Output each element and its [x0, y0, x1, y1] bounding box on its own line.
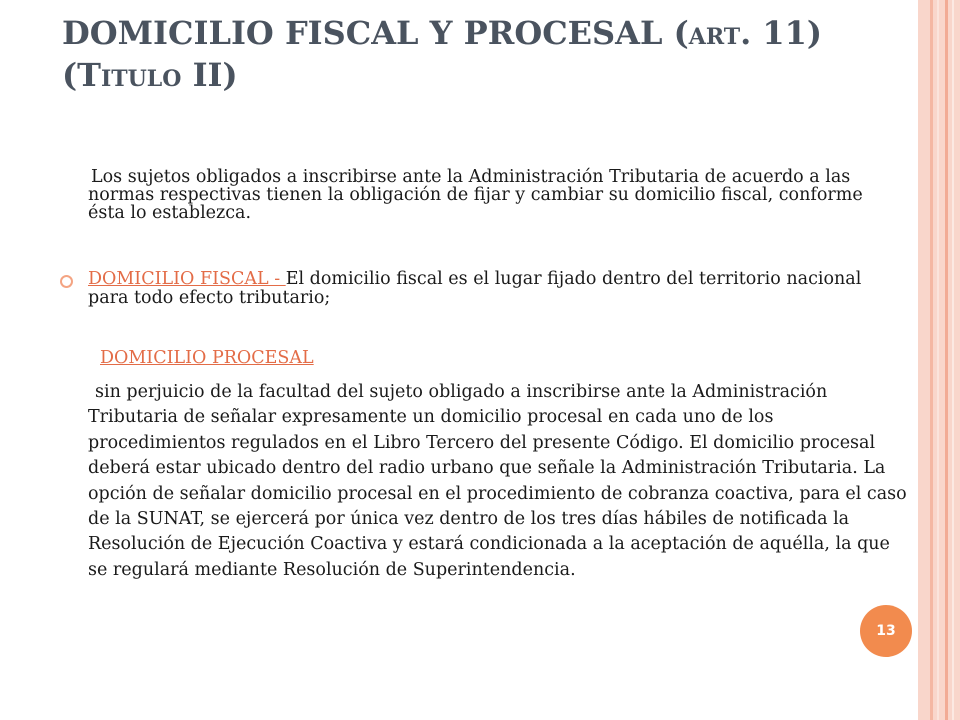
slide-title [62, 14, 912, 98]
procesal-paragraph: sin perjuicio de la facultad del sujeto obligado a inscribirse ante la Administración Tributaria de señalar expresamente un domicilio procesal en cada uno de los procedimientos regulados en el Libro Tercero del presente Código. El domicilio procesal deberá estar ubicado dentro del radio urbano que señale la Administración Tributaria. La opción de señalar domicilio procesal en el procedimiento de cobranza coactiva, para el caso de la SUNAT, se ejercerá por única vez dentro de los tres días hábiles de notificada la Resolución de Ejecución Coactiva y estará condicionada a la aceptación de aquélla, la que se regulará mediante Resolución de Superintendencia. [88, 382, 907, 580]
title-line1-smallcaps: ART [688, 24, 741, 50]
title-line1-main: DOMICILIO FISCAL Y PROCESAL ( [62, 14, 689, 52]
right-border-line [945, 0, 948, 720]
right-border-line [937, 0, 939, 720]
right-border-line [930, 0, 933, 720]
fiscal-paragraph [88, 270, 878, 308]
title-line2-open: (T [62, 56, 101, 94]
fiscal-text: El domicilio fiscal es el lugar fijado dentro del territorio nacional para todo efecto tributario; [88, 269, 862, 308]
bullet-circle-icon [60, 275, 73, 288]
intro-paragraph: Los sujetos obligados a inscribirse ante la Administración Tributaria de acuerdo a las normas respectivas tienen la obligación de fijar y cambiar su domicilio fiscal, conforme ésta lo establezca. [88, 167, 863, 223]
page-number-badge: 13 [860, 605, 912, 657]
right-border-line [952, 0, 954, 720]
title-line2-smallcaps: ITULO [100, 66, 182, 92]
domicilio-fiscal-link[interactable]: DOMICILIO FISCAL - [88, 269, 286, 289]
title-line1-end: . 11) [740, 14, 823, 52]
title-line2-end: II) [181, 56, 238, 94]
domicilio-procesal-link[interactable]: DOMICILIO PROCESAL [100, 348, 314, 368]
